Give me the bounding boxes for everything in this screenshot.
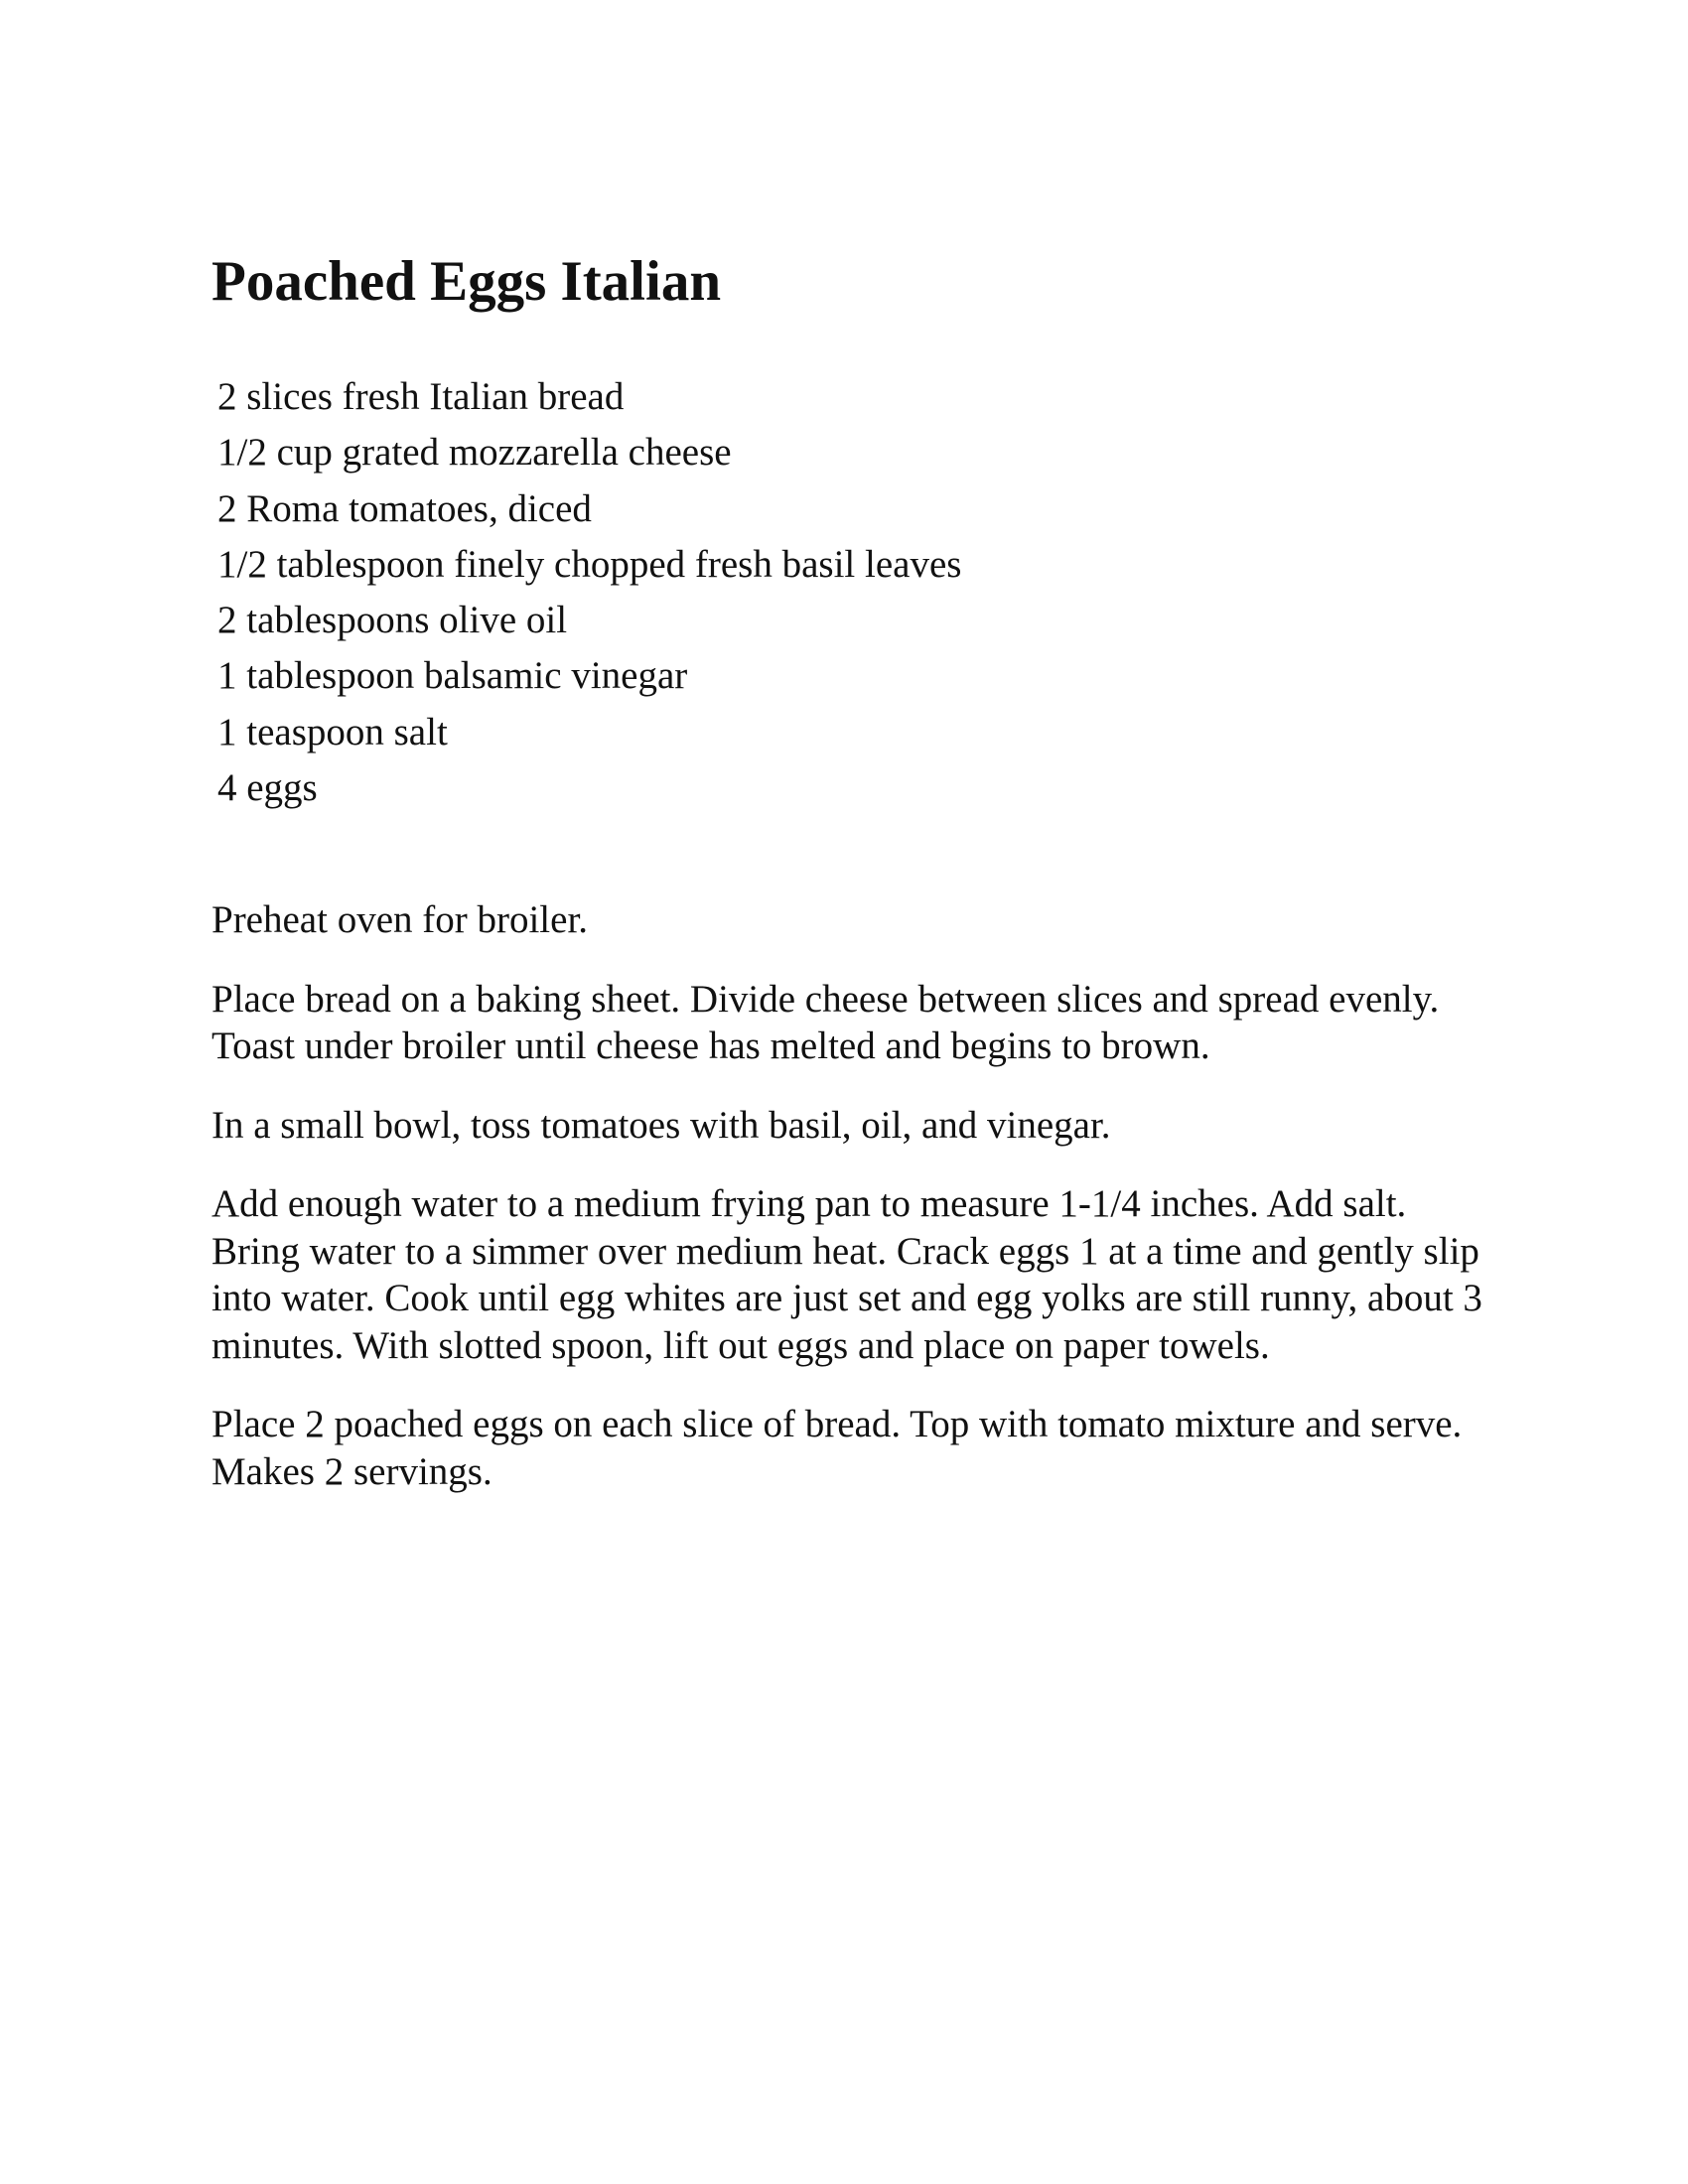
direction-step: Preheat oven for broiler. xyxy=(211,898,589,941)
recipe-title: Poached Eggs Italian xyxy=(211,250,722,313)
ingredient-item: 1/2 cup grated mozzarella cheese xyxy=(217,431,732,475)
ingredient-item: 4 eggs xyxy=(217,766,318,810)
directions-section xyxy=(211,896,1502,1527)
direction-step: In a small bowl, toss tomatoes with basil, oil, and vinegar. xyxy=(211,1103,1111,1147)
ingredient-item: 1 tablespoon balsamic vinegar xyxy=(217,654,688,698)
ingredients-list xyxy=(217,369,961,816)
direction-step: Place bread on a baking sheet. Divide cheese between slices and spread evenly. Toast under broiler until cheese has melted and begins to brown. xyxy=(211,977,1440,1067)
direction-step: Add enough water to a medium frying pan to measure 1-1/4 inches. Add salt. Bring water to a simmer over medium heat. Crack eggs 1 at a time and gently slip into water. Cook until egg whites are just set and egg yolks are still runny, about 3 minutes. With slotted spoon, lift out eggs and place on paper towels. xyxy=(211,1182,1482,1367)
ingredient-item: 1 teaspoon salt xyxy=(217,710,448,753)
direction-step: Place 2 poached eggs on each slice of bread. Top with tomato mixture and serve. Makes 2 servings. xyxy=(211,1403,1463,1493)
ingredient-item: 2 Roma tomatoes, diced xyxy=(217,486,592,530)
ingredient-item: 1/2 tablespoon finely chopped fresh basil leaves xyxy=(217,542,962,586)
ingredient-item: 2 slices fresh Italian bread xyxy=(217,375,625,418)
ingredient-item: 2 tablespoons olive oil xyxy=(217,599,568,642)
